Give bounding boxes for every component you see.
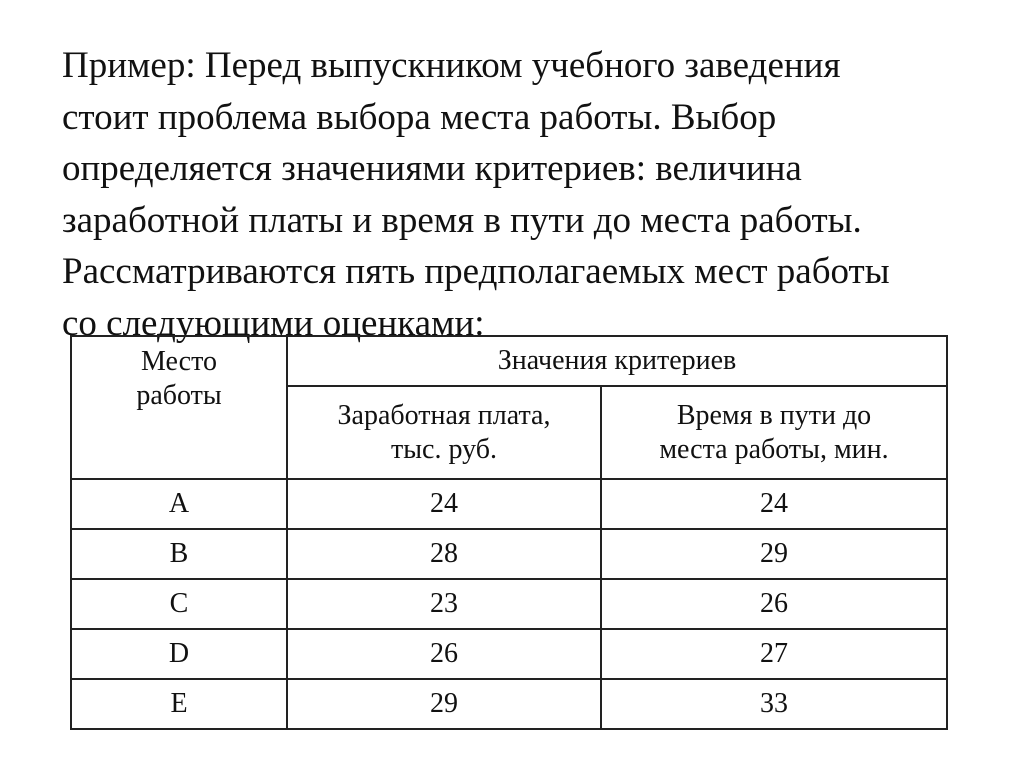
- cell-time: 33: [601, 679, 947, 729]
- cell-place: A: [71, 479, 287, 529]
- cell-place: C: [71, 579, 287, 629]
- header-salary: [287, 386, 601, 479]
- cell-salary: 29: [287, 679, 601, 729]
- paragraph-line: заработной платы и время в пути до места работы.: [62, 199, 862, 241]
- criteria-table: [70, 335, 948, 730]
- header-criteria: Значения критериев: [287, 336, 947, 386]
- cell-salary: 28: [287, 529, 601, 579]
- cell-place: D: [71, 629, 287, 679]
- header-text: тыс. руб.: [391, 433, 497, 465]
- cell-salary: 24: [287, 479, 601, 529]
- paragraph-line: Пример: Перед выпускником учебного заведения: [62, 45, 841, 86]
- paragraph-line: стоит проблема выбора места работы. Выбор: [62, 96, 777, 138]
- cell-time: 24: [601, 479, 947, 529]
- paragraph-line: Рассматриваются пять предполагаемых мест работы: [62, 251, 890, 292]
- table-row: [71, 679, 947, 729]
- cell-time: 27: [601, 629, 947, 679]
- table-row: [71, 579, 947, 629]
- header-time: [601, 386, 947, 479]
- paragraph-line: определяется значениями критериев: величина: [62, 148, 802, 189]
- header-text: места работы, мин.: [659, 433, 889, 465]
- cell-salary: 26: [287, 629, 601, 679]
- header-place: [71, 336, 287, 479]
- header-text: Заработная плата,: [337, 399, 551, 431]
- header-text: Место: [141, 346, 217, 377]
- cell-time: 29: [601, 529, 947, 579]
- cell-place: E: [71, 679, 287, 729]
- header-text: работы: [136, 380, 222, 411]
- header-text: Время в пути до: [676, 399, 872, 431]
- problem-statement: [62, 40, 1022, 349]
- cell-salary: 23: [287, 579, 601, 629]
- table-row: [71, 529, 947, 579]
- table-row: [71, 629, 947, 679]
- cell-place: B: [71, 529, 287, 579]
- cell-time: 26: [601, 579, 947, 629]
- table-row: [71, 479, 947, 529]
- paragraph-line: со следующими оценками:: [62, 302, 485, 344]
